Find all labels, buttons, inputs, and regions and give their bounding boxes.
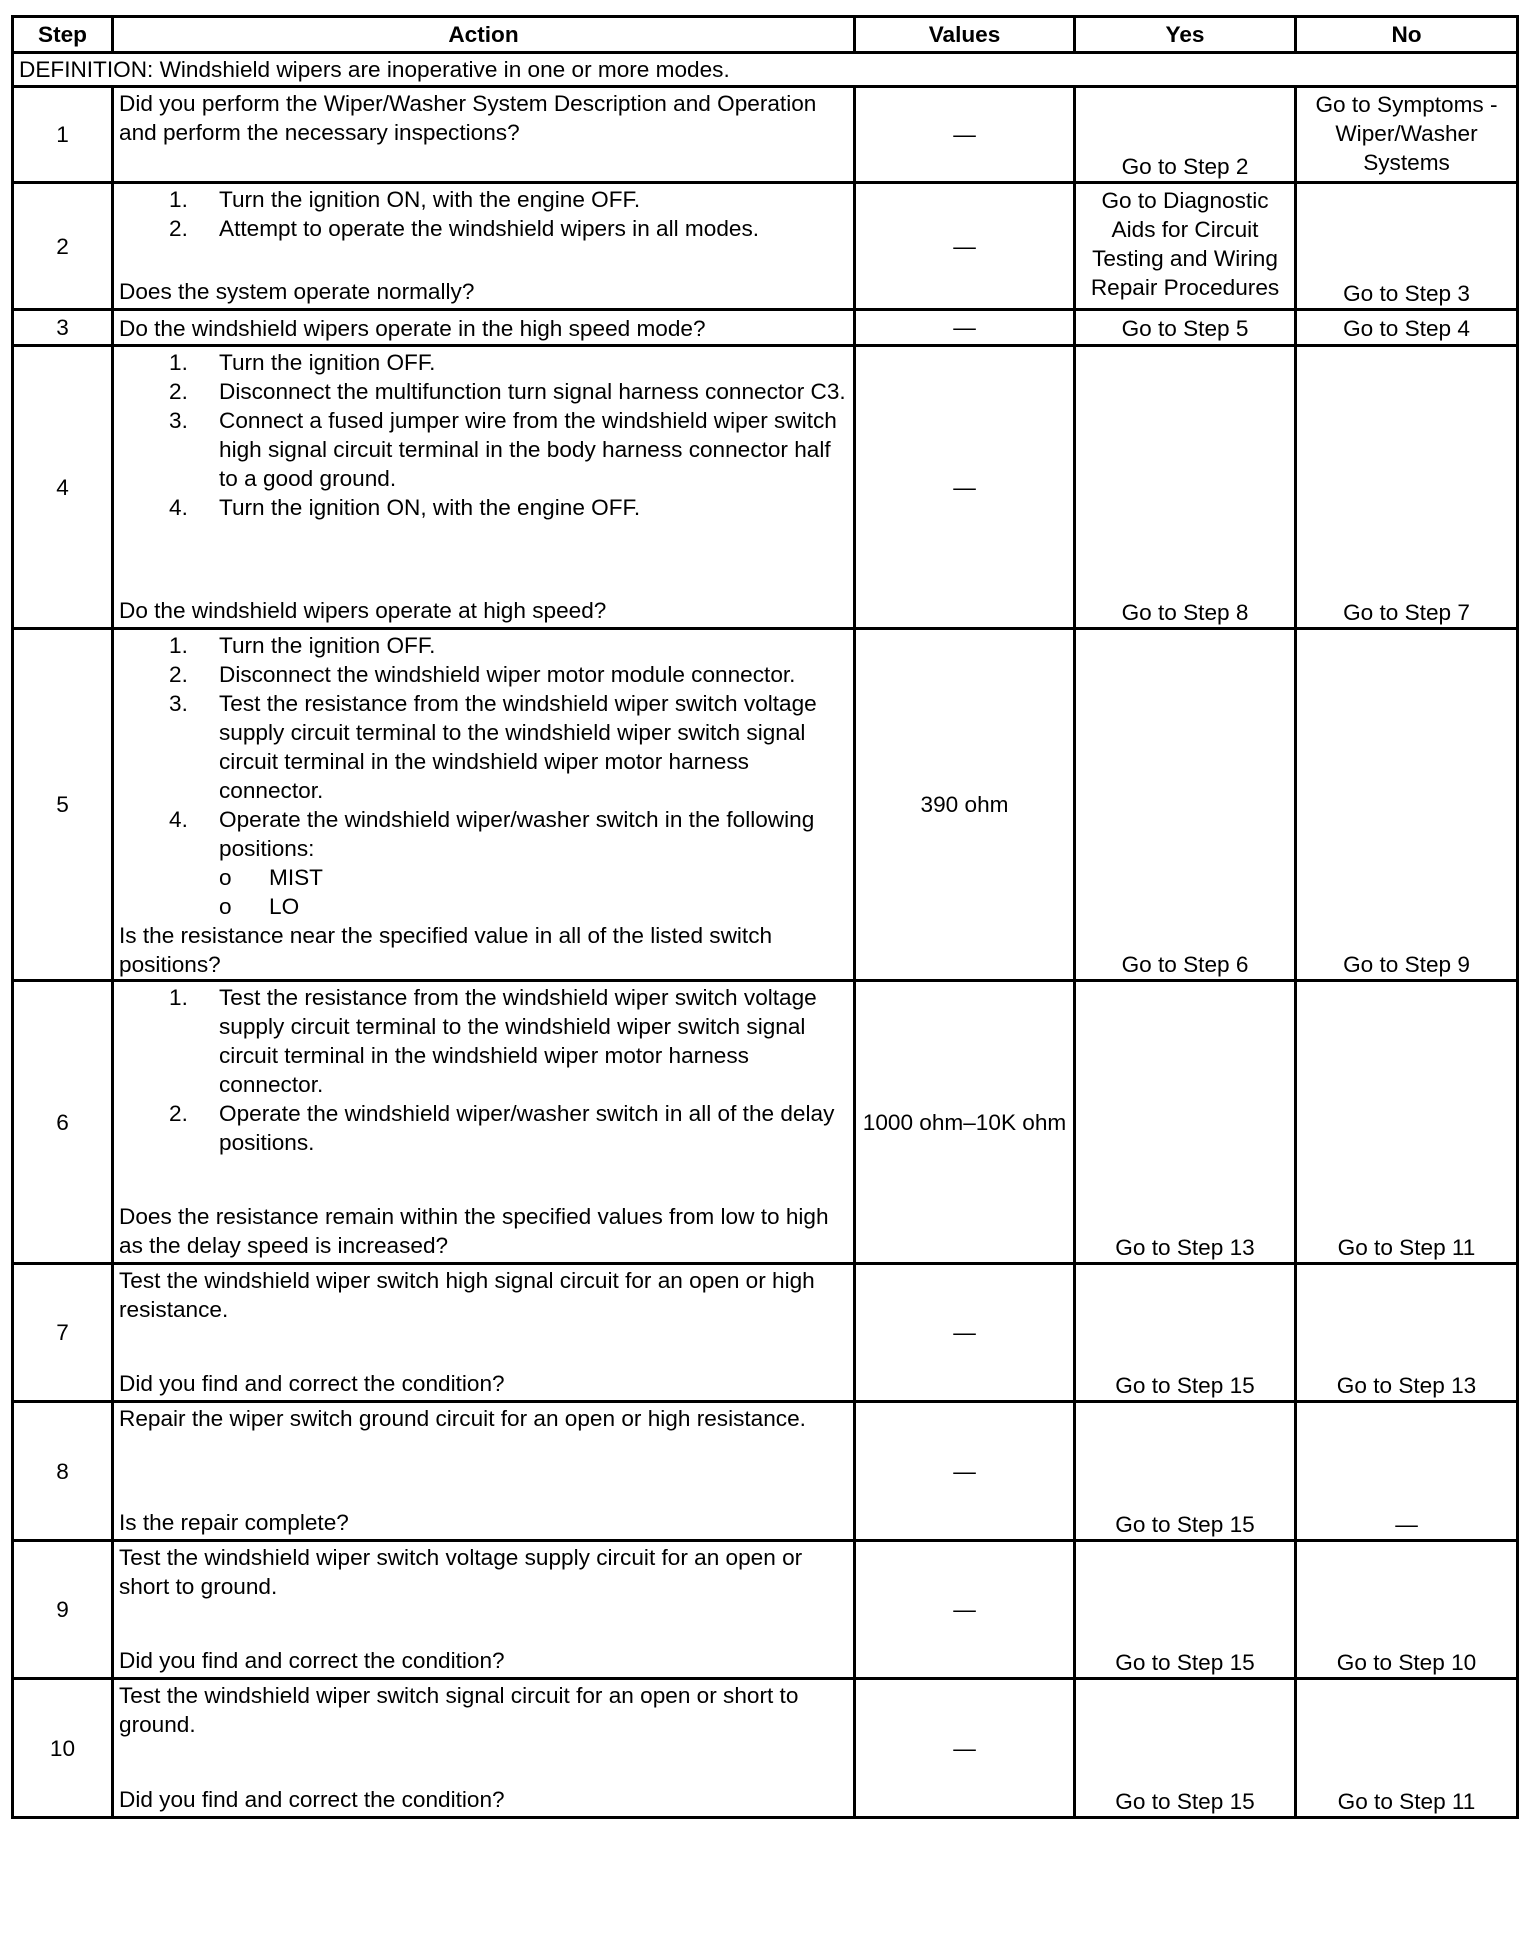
item-text: Disconnect the multifunction turn signal harness connector C3. — [219, 379, 846, 404]
item-text: MIST — [269, 865, 323, 890]
step-number: 4 — [13, 346, 113, 629]
no-cell: Go to Step 7 — [1296, 346, 1518, 629]
yes-cell: Go to Step 5 — [1075, 310, 1296, 346]
action-instructions — [119, 1543, 848, 1601]
item-text: Attempt to operate the windshield wipers in all modes. — [219, 216, 760, 241]
action-question: Did you find and correct the condition? — [119, 1648, 505, 1673]
action-steps-list — [119, 631, 848, 863]
yes-cell: Go to Diagnostic Aids for Circuit Testing and Wiring Repair Procedures — [1075, 183, 1296, 310]
no-cell: Go to Step 10 — [1296, 1541, 1518, 1679]
table-row — [13, 1402, 1518, 1541]
list-item — [169, 689, 848, 805]
action-question: Does the system operate normally? — [119, 279, 475, 304]
action-question: Is the resistance near the specified value in all of the listed switch positions? — [119, 923, 773, 977]
action-instructions — [119, 314, 848, 343]
no-cell: Go to Symptoms - Wiper/Washer Systems — [1296, 87, 1518, 183]
action-intro: Repair the wiper switch ground circuit for an open or high resistance. — [119, 1406, 806, 1431]
list-item — [169, 406, 848, 493]
yes-cell: Go to Step 15 — [1075, 1264, 1296, 1402]
item-text: Test the resistance from the windshield wiper switch voltage supply circuit terminal to the windshield wiper switch signal circuit terminal in the windshield wiper motor harness connector. — [219, 691, 817, 803]
list-item — [169, 185, 848, 214]
item-text: Turn the ignition OFF. — [219, 350, 436, 375]
item-number: 3. — [169, 408, 188, 433]
action-cell — [113, 1541, 855, 1679]
item-number: 1. — [169, 985, 188, 1010]
table-row — [13, 310, 1518, 346]
header-action: Action — [113, 17, 855, 53]
action-cell — [113, 1679, 855, 1818]
action-question: Does the resistance remain within the specified values from low to high as the delay speed is increased? — [119, 1204, 829, 1258]
no-cell: Go to Step 4 — [1296, 310, 1518, 346]
list-item — [219, 892, 848, 921]
bullet: o — [219, 894, 232, 919]
action-instructions — [119, 1266, 848, 1324]
action-cell — [113, 310, 855, 346]
item-text: Operate the windshield wiper/washer switch in all of the delay positions. — [219, 1101, 835, 1155]
diagnostic-table — [11, 15, 1519, 1819]
action-content — [119, 1681, 848, 1814]
header-step: Step — [13, 17, 113, 53]
definition-text: DEFINITION: Windshield wipers are inoperative in one or more modes. — [13, 53, 1518, 87]
action-instructions — [119, 348, 848, 522]
yes-cell: Go to Step 6 — [1075, 629, 1296, 981]
action-cell — [113, 87, 855, 183]
action-instructions — [119, 983, 848, 1157]
no-cell: Go to Step 9 — [1296, 629, 1518, 981]
value-cell: — — [855, 87, 1075, 183]
list-item — [169, 631, 848, 660]
no-cell: Go to Step 13 — [1296, 1264, 1518, 1402]
action-content — [119, 631, 848, 979]
list-item — [169, 214, 848, 243]
action-cell — [113, 346, 855, 629]
item-number: 2. — [169, 662, 188, 687]
action-cell — [113, 183, 855, 310]
item-number: 4. — [169, 807, 188, 832]
list-item — [169, 1099, 848, 1157]
action-intro: Test the windshield wiper switch voltage supply circuit for an open or short to ground. — [119, 1545, 803, 1599]
yes-cell: Go to Step 15 — [1075, 1541, 1296, 1679]
table-row — [13, 629, 1518, 981]
item-number: 2. — [169, 216, 188, 241]
item-text: Test the resistance from the windshield wiper switch voltage supply circuit terminal to the windshield wiper switch signal circuit terminal in the windshield wiper motor harness connector. — [219, 985, 817, 1097]
item-text: Turn the ignition ON, with the engine OFF. — [219, 187, 641, 212]
action-steps-list — [119, 348, 848, 522]
action-instructions — [119, 89, 848, 147]
header-row — [13, 17, 1518, 53]
value-cell: — — [855, 183, 1075, 310]
value-cell: — — [855, 1679, 1075, 1818]
action-content — [119, 1543, 848, 1675]
value-cell: 1000 ohm–10K ohm — [855, 981, 1075, 1264]
action-question: Do the windshield wipers operate at high speed? — [119, 598, 607, 623]
action-content — [119, 1404, 848, 1537]
action-content — [119, 314, 848, 343]
no-cell: Go to Step 3 — [1296, 183, 1518, 310]
step-number: 8 — [13, 1402, 113, 1541]
action-instructions — [119, 185, 848, 243]
item-number: 2. — [169, 1101, 188, 1126]
item-number: 1. — [169, 187, 188, 212]
header-values: Values — [855, 17, 1075, 53]
yes-cell: Go to Step 8 — [1075, 346, 1296, 629]
step-number: 10 — [13, 1679, 113, 1818]
table-row — [13, 183, 1518, 310]
list-item — [219, 863, 848, 892]
action-cell — [113, 1264, 855, 1402]
item-text: Turn the ignition ON, with the engine OFF. — [219, 495, 641, 520]
action-question: Did you find and correct the condition? — [119, 1787, 505, 1812]
item-number: 1. — [169, 633, 188, 658]
value-cell: — — [855, 1541, 1075, 1679]
step-number: 1 — [13, 87, 113, 183]
action-steps-list — [119, 983, 848, 1157]
yes-cell: Go to Step 15 — [1075, 1679, 1296, 1818]
action-content — [119, 348, 848, 625]
value-cell: — — [855, 346, 1075, 629]
action-instructions — [119, 1404, 848, 1433]
yes-cell: Go to Step 2 — [1075, 87, 1296, 183]
action-content — [119, 1266, 848, 1398]
action-intro: Did you perform the Wiper/Washer System Description and Operation and perform the necessary inspections? — [119, 91, 817, 145]
yes-cell: Go to Step 13 — [1075, 981, 1296, 1264]
value-cell: — — [855, 1264, 1075, 1402]
switch-positions-list — [119, 863, 848, 921]
action-cell — [113, 1402, 855, 1541]
value-cell: — — [855, 310, 1075, 346]
list-item — [169, 377, 848, 406]
action-question: Did you find and correct the condition? — [119, 1371, 505, 1396]
step-number: 5 — [13, 629, 113, 981]
value-cell: — — [855, 1402, 1075, 1541]
step-number: 7 — [13, 1264, 113, 1402]
action-content — [119, 983, 848, 1260]
yes-cell: Go to Step 15 — [1075, 1402, 1296, 1541]
item-number: 2. — [169, 379, 188, 404]
item-text: Connect a fused jumper wire from the windshield wiper switch high signal circuit terminal in the body harness connector half to a good ground. — [219, 408, 837, 491]
item-text: Disconnect the windshield wiper motor module connector. — [219, 662, 796, 687]
step-number: 2 — [13, 183, 113, 310]
list-item — [169, 348, 848, 377]
item-number: 3. — [169, 691, 188, 716]
action-content — [119, 185, 848, 306]
bullet: o — [219, 865, 232, 890]
list-item — [169, 983, 848, 1099]
header-yes: Yes — [1075, 17, 1296, 53]
item-text: Turn the ignition OFF. — [219, 633, 436, 658]
step-number: 3 — [13, 310, 113, 346]
no-cell: Go to Step 11 — [1296, 981, 1518, 1264]
table-row — [13, 981, 1518, 1264]
item-number: 4. — [169, 495, 188, 520]
table-row — [13, 1679, 1518, 1818]
action-cell — [113, 981, 855, 1264]
action-question: Is the repair complete? — [119, 1510, 349, 1535]
action-steps-list — [119, 185, 848, 243]
item-number: 1. — [169, 350, 188, 375]
list-item — [169, 805, 848, 863]
table-row — [13, 346, 1518, 629]
table-row — [13, 87, 1518, 183]
step-number: 9 — [13, 1541, 113, 1679]
action-intro: Test the windshield wiper switch signal circuit for an open or short to ground. — [119, 1683, 799, 1737]
item-text: Operate the windshield wiper/washer switch in the following positions: — [219, 807, 815, 861]
list-item — [169, 660, 848, 689]
table-row — [13, 1541, 1518, 1679]
action-intro: Do the windshield wipers operate in the high speed mode? — [119, 315, 706, 341]
step-number: 6 — [13, 981, 113, 1264]
action-content — [119, 89, 848, 179]
no-cell: Go to Step 11 — [1296, 1679, 1518, 1818]
no-cell: — — [1296, 1402, 1518, 1541]
action-cell — [113, 629, 855, 981]
list-item — [169, 493, 848, 522]
action-instructions — [119, 631, 848, 921]
action-intro: Test the windshield wiper switch high signal circuit for an open or high resistance. — [119, 1268, 815, 1322]
action-instructions — [119, 1681, 848, 1739]
value-cell: 390 ohm — [855, 629, 1075, 981]
table-row — [13, 1264, 1518, 1402]
item-text: LO — [269, 894, 300, 919]
definition-row — [13, 53, 1518, 87]
header-no: No — [1296, 17, 1518, 53]
